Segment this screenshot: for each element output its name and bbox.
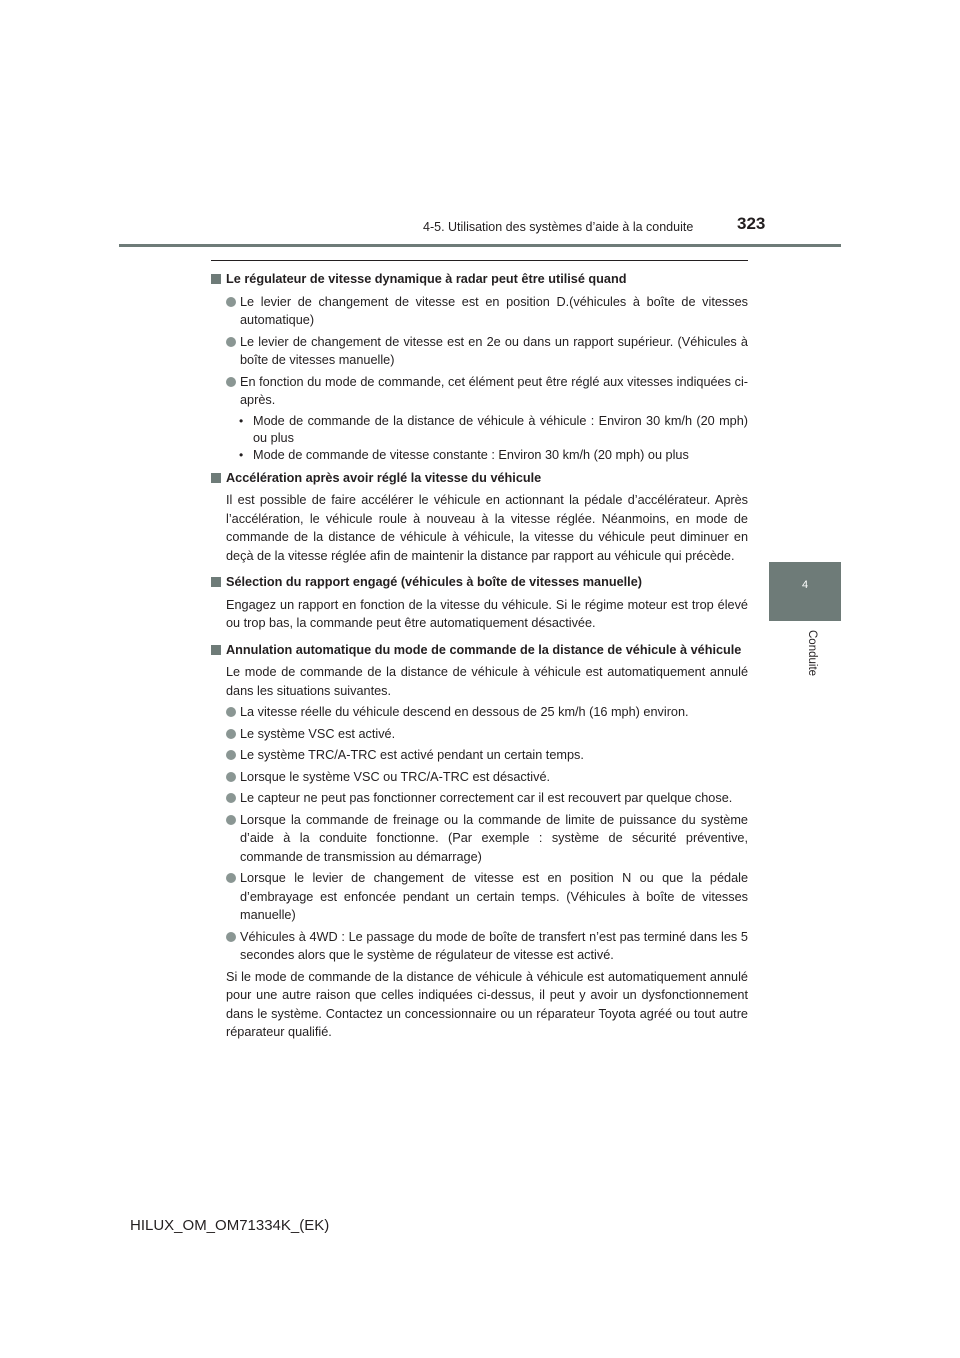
header-section-title: 4-5. Utilisation des systèmes d’aide à la conduite [423,220,694,234]
list-item [211,293,748,330]
list-item-text: Le levier de changement de vitesse est en position D.(véhicules à boîte de vitesses automatique) [240,294,748,327]
list-item [211,928,748,965]
list-item [211,789,748,808]
list-item [211,333,748,370]
list-item-text: Le levier de changement de vitesse est en 2e ou dans un rapport supérieur. (Véhicules à boîte de vitesses manuelle) [240,334,748,367]
list-item-text: Lorsque le système VSC ou TRC/A-TRC est désactivé. [240,769,551,784]
circle-bullet-icon [226,772,236,782]
section-heading [211,469,748,488]
circle-bullet-icon [226,377,236,387]
list-item-text: Véhicules à 4WD : Le passage du mode de boîte de transfert n’est pas terminé dans les 5 secondes alors que le système de régulateur de vitesse est activé. [240,929,748,962]
list-item [211,811,748,867]
section-heading-text: Le régulateur de vitesse dynamique à radar peut être utilisé quand [226,272,627,286]
list-item-text: Lorsque le levier de changement de vitesse est en position N ou que la pédale d’embrayage est enfoncée pendant un certain temps. (Véhicules à boîte de vitesses manuelle) [240,871,748,922]
circle-bullet-icon [226,297,236,307]
document-code: HILUX_OM_OM71334K_(EK) [130,1217,330,1234]
circle-bullet-icon [226,729,236,739]
circle-bullet-icon [226,750,236,760]
section-heading-text: Annulation automatique du mode de commande de la distance de véhicule à véhicule [226,642,742,657]
list-item [211,703,748,722]
sub-list-item-text: Mode de commande de la distance de véhicule à véhicule : Environ 30 km/h (20 mph) ou plus [253,413,748,445]
list-item-text: Le système VSC est activé. [240,726,396,741]
chapter-tab-number: 4 [801,579,809,591]
list-item-text: En fonction du mode de commande, cet élément peut être réglé aux vitesses indiquées ci-après. [240,374,748,407]
circle-bullet-icon [226,337,236,347]
header-divider [119,244,841,247]
square-bullet-icon [211,645,221,655]
section-heading [211,573,748,592]
circle-bullet-icon [226,873,236,883]
chapter-tab[interactable] [769,562,841,621]
section-paragraph: Engagez un rapport en fonction de la vitesse du véhicule. Si le régime moteur est trop élevé ou trop bas, la commande peut être automatiquement désactivée. [226,597,748,630]
square-bullet-icon [211,274,221,284]
chapter-tab-label: Conduite [806,630,818,677]
square-bullet-icon [211,473,221,483]
dot-bullet-icon: • [239,447,244,462]
page-content [211,270,748,1045]
circle-bullet-icon [226,707,236,717]
section-heading-text: Accélération après avoir réglé la vitesse du véhicule [226,470,542,485]
page-number: 323 [737,214,766,233]
list-item [211,869,748,925]
sub-list-item-text: Mode de commande de vitesse constante : Environ 30 km/h (20 mph) ou plus [253,447,689,462]
list-item [211,746,748,765]
list-item [211,725,748,744]
sub-list-item [211,413,748,447]
section-heading [211,641,748,660]
section-paragraph: Le mode de commande de la distance de véhicule à véhicule est automatiquement annulé dans les situations suivantes. [226,665,748,698]
list-item-text: Le système TRC/A-TRC est activé pendant un certain temps. [240,748,584,762]
section-closing-paragraph: Si le mode de commande de la distance de véhicule à véhicule est automatiquement annulé pour une autre raison que celles indiquées ci-dessus, il peut y avoir un dysfonctionnement dans le système. Contactez un concessionnaire ou un réparateur Toyota agréé ou tout autre réparateur qualifié. [226,969,748,1039]
list-item-text: Le capteur ne peut pas fonctionner correctement car il est recouvert par quelque chose. [240,791,733,805]
circle-bullet-icon [226,793,236,803]
section-heading-text: Sélection du rapport engagé (véhicules à boîte de vitesses manuelle) [226,575,642,589]
list-item [211,768,748,787]
square-bullet-icon [211,577,221,587]
section-paragraph: Il est possible de faire accélérer le véhicule en actionnant la pédale d’accélérateur. Après l’accélération, le véhicule roule à nouveau à la vitesse réglée. Néanmoins, en mode de commande de la distance de véhicule à véhicule, la vitesse du véhicule peut diminuer en deçà de la vitesse réglée afin de maintenir la distance par rapport au véhicule qui précède. [226,493,748,563]
list-item-text: La vitesse réelle du véhicule descend en dessous de 25 km/h (16 mph) environ. [240,705,689,719]
circle-bullet-icon [226,815,236,825]
section-heading [211,270,748,289]
dot-bullet-icon: • [239,413,244,428]
list-item-text: Lorsque la commande de freinage ou la commande de limite de puissance du système d’aide à la conduite fonctionne. (Par exemple : système de sécurité préventive, commande de transmission au démarrage) [240,812,748,864]
list-item [211,373,748,410]
circle-bullet-icon [226,932,236,942]
sub-list-item [211,447,748,464]
content-divider [211,260,748,261]
